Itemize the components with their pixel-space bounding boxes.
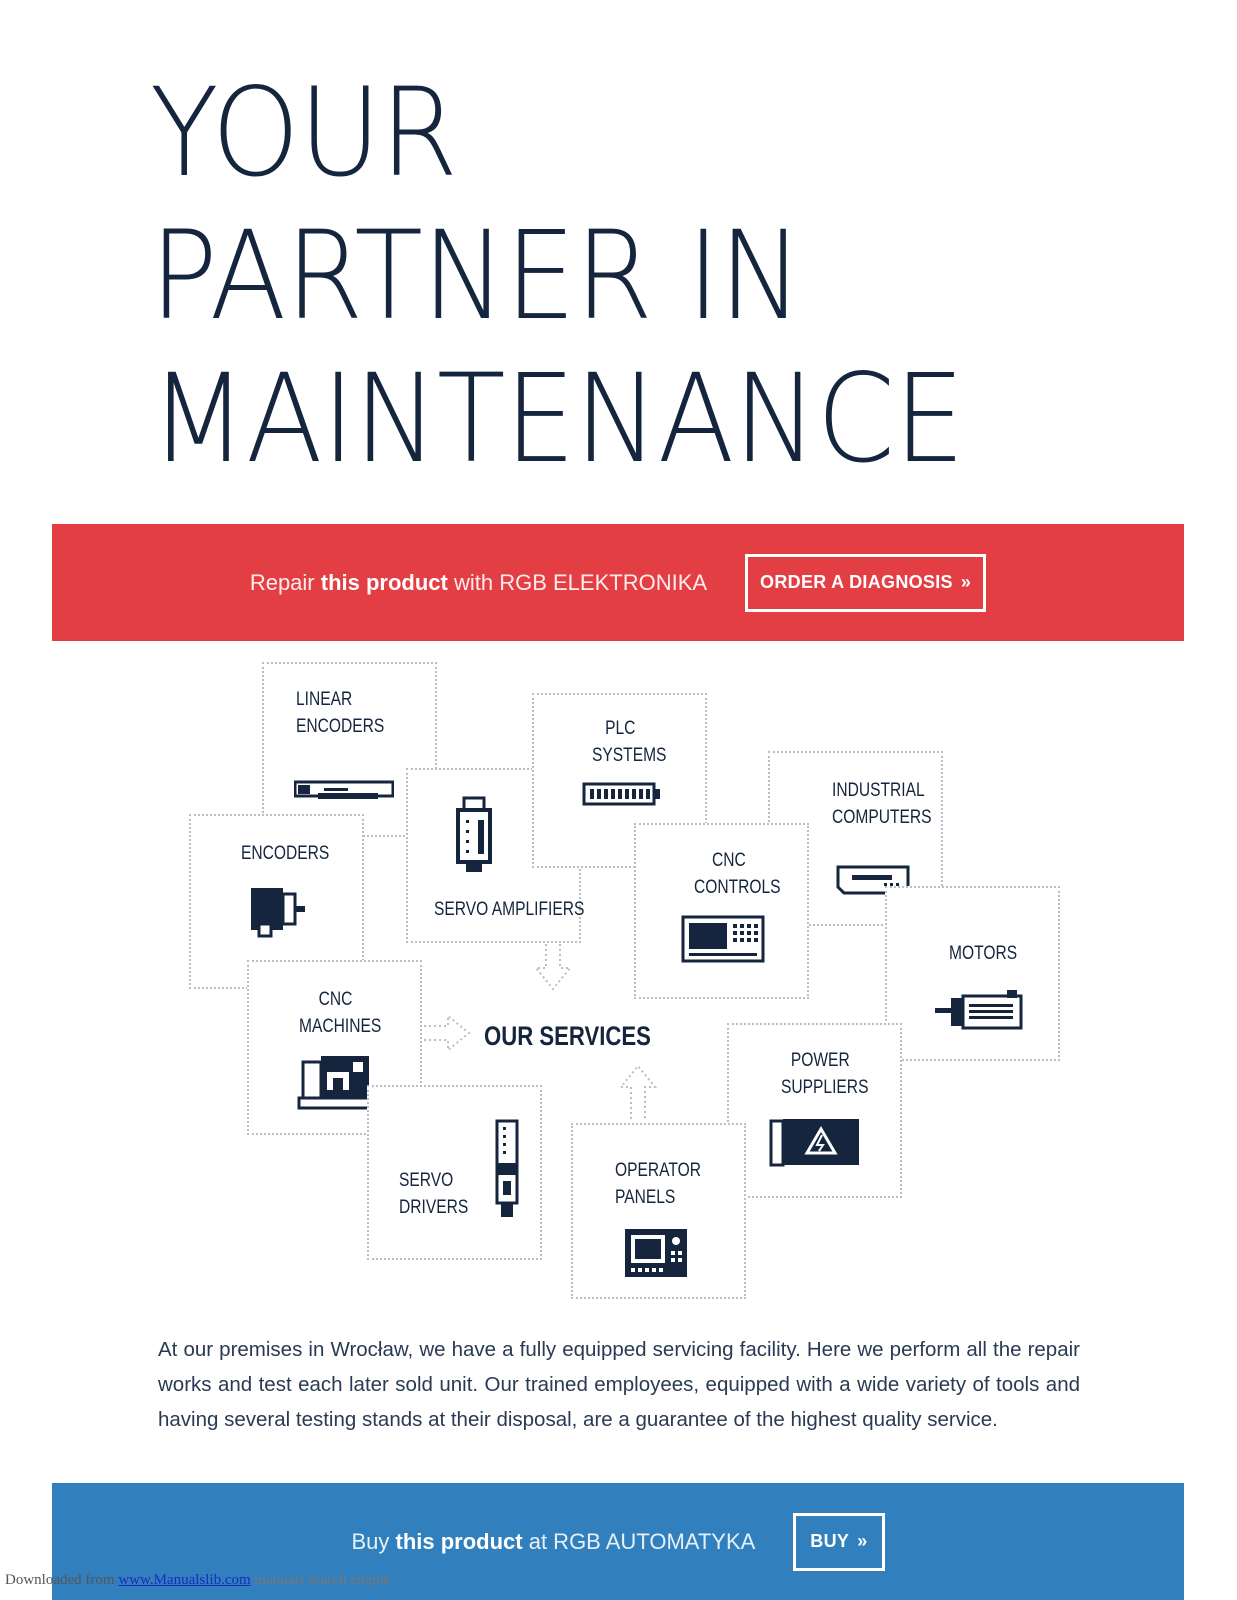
servo-drivers-tile [367,1085,542,1260]
encoders-label: ENCODERS [241,843,330,864]
cnc-machines-label-1: CNC [318,989,353,1010]
power-suppliers-label-1: POWER [790,1050,850,1071]
industrial-computers-label-1: INDUSTRIAL [832,780,925,801]
cnc-control-icon [681,915,765,965]
cnc-machine-icon [297,1054,373,1110]
power-suppliers-tile [727,1023,902,1198]
manualslib-link[interactable]: www.Manualslib.com [118,1572,251,1588]
servo-drivers-label-2: DRIVERS [399,1197,469,1218]
operator-panels-tile [571,1123,746,1299]
servo-amplifier-icon [456,796,496,874]
motors-tile [885,886,1060,1061]
order-diagnosis-button[interactable] [745,554,986,612]
power-supply-icon [769,1117,861,1167]
servo-driver-icon [495,1119,519,1219]
operator-panels-label-2: PANELS [615,1187,676,1208]
arrow-up-icon [617,1063,659,1121]
order-diagnosis-label: ORDER A DIAGNOSIS [760,572,953,592]
footer-prefix: Downloaded from [5,1572,119,1588]
encoder-icon [249,886,309,938]
footer-suffix: manuals search engine [250,1572,391,1588]
buy-button[interactable] [793,1513,884,1571]
servo-amplifiers-label: SERVO AMPLIFIERS [434,899,585,920]
facility-description: At our premises in Wrocław, we have a fully equipped servicing facility. Here we perform all the repair works and test each later sold unit. Our trained employees, equipped with a wide variety of tools and having several testing stands at their disposal, are a guarantee of the highest quality service. [158,1338,1080,1431]
servo-drivers-label-1: SERVO [399,1170,454,1191]
plc-systems-label-2: SYSTEMS [592,745,667,766]
operator-panel-icon [625,1229,687,1277]
motor-icon [933,988,1025,1030]
motors-label: MOTORS [949,943,1018,964]
chevron-right-icon: » [960,572,972,592]
arrow-right-icon [422,1012,472,1054]
operator-panels-label-1: OPERATOR [615,1160,701,1181]
linear-encoder-icon [294,778,394,800]
plc-systems-label-1: PLC [605,718,636,739]
cnc-machines-label-2: MACHINES [299,1016,382,1037]
our-services-label: OUR SERVICES [484,1021,651,1051]
industrial-computers-label-2: COMPUTERS [832,807,932,828]
buy-message: Buy this product at RGB AUTOMATYKA [351,1528,756,1554]
linear-encoders-label-1: LINEAR [296,689,353,710]
plc-icon [582,781,662,807]
headline-line-1: YOUR [150,62,458,204]
headline [150,62,1150,491]
repair-banner [52,524,1184,641]
cnc-controls-tile [634,823,809,999]
cnc-controls-label-1: CNC [712,850,746,871]
arrow-down-icon [532,942,574,992]
chevron-right-icon: » [857,1531,868,1551]
download-footer [5,1572,390,1589]
cnc-controls-label-2: CONTROLS [694,877,781,898]
repair-message: Repair this product with RGB ELEKTRONIKA [249,569,708,595]
headline-line-2: PARTNER IN [150,205,803,347]
buy-label: BUY [810,1531,850,1551]
linear-encoders-label-2: ENCODERS [296,716,385,737]
headline-line-3: MAINTENANCE [150,348,965,490]
power-suppliers-label-2: SUPPLIERS [781,1077,869,1098]
